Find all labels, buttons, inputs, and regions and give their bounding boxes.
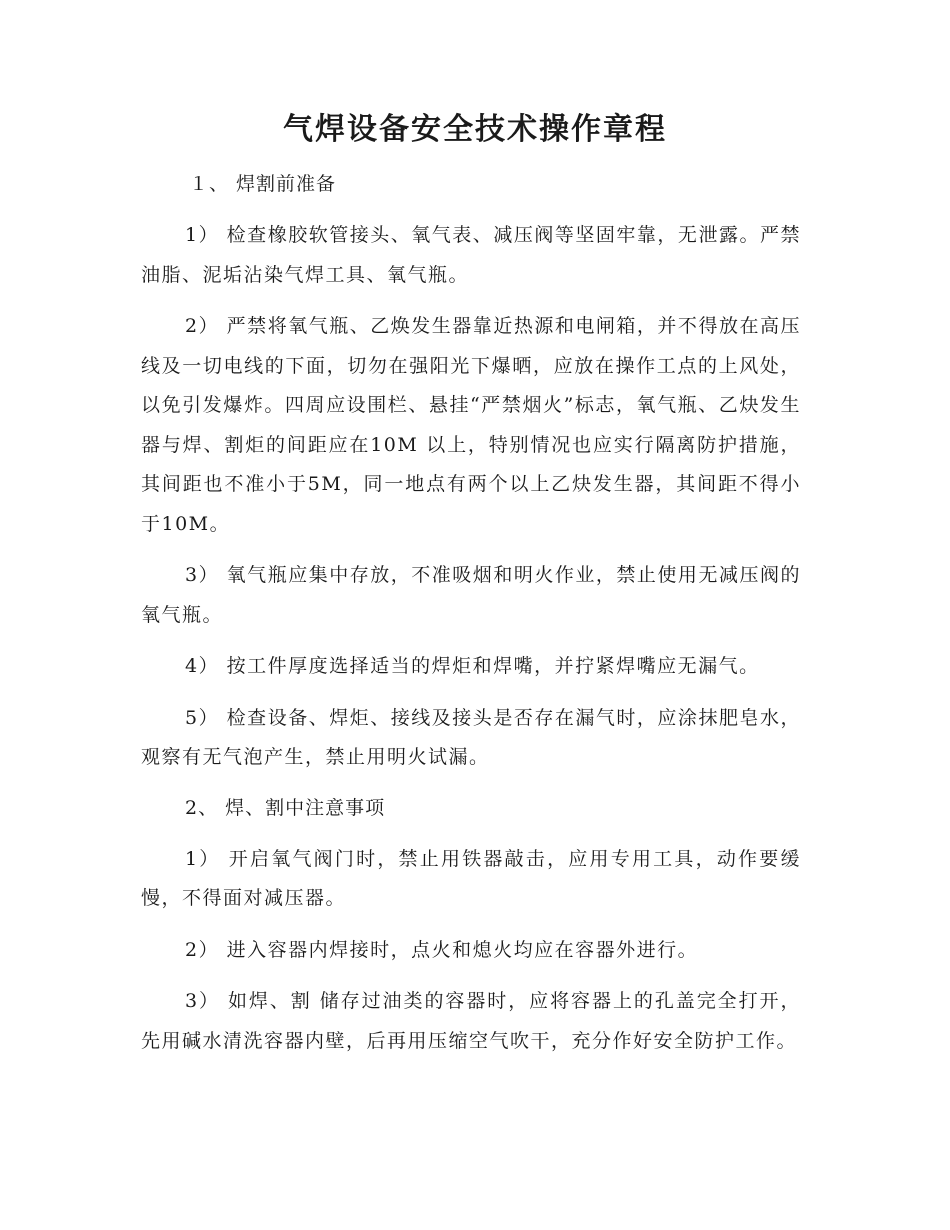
paragraph: 3） 氧气瓶应集中存放，不准吸烟和明火作业，禁止使用无减压阀的氧气瓶。	[141, 564, 801, 626]
paragraph: 1） 检查橡胶软管接头、氧气表、减压阀等坚固牢靠，无泄露。严禁油脂、泥垢沾染气焊工具、氧气瓶。	[141, 224, 801, 286]
section-heading-precautions: 2、 焊、割中注意事项	[185, 796, 386, 819]
section-heading-preparation: １、 焊割前准备	[189, 173, 337, 195]
paragraph: 4） 按工件厚度选择适当的焊炬和焊嘴，并拧紧焊嘴应无漏气。	[185, 655, 760, 677]
paragraph: 2） 严禁将氧气瓶、乙焕发生器靠近热源和电闸箱，并不得放在高压线及一切电线的下面，切勿在强阳光下爆晒，应放在操作工点的上风处，以免引发爆炸。四周应设围栏、悬挂“严禁烟火”标志，氧气瓶、乙炔发生器与焊、割炬的间距应在10M 以上，特别情况也应实行隔离防护措施，其间距也不准小于5M，同一地点有两个以上乙炔发生器，其间距不得小于10M。	[141, 315, 801, 535]
document-title: 气焊设备安全技术操作章程	[283, 112, 667, 147]
paragraph: 1） 开启氧气阀门时，禁止用铁器敲击，应用专用工具，动作要缓慢，不得面对减压器。	[141, 847, 801, 909]
paragraph: 2） 进入容器内焊接时，点火和熄火均应在容器外进行。	[185, 938, 699, 961]
paragraph: 5） 检查设备、焊炬、接线及接头是否存在漏气时，应涂抹肥皂水，观察有无气泡产生，禁止用明火试漏。	[141, 706, 801, 768]
document-body	[141, 166, 801, 1073]
paragraph: 3） 如焊、割 储存过油类的容器时，应将容器上的孔盖完全打开，先用碱水清洗容器内壁，后再用压缩空气吹干，充分作好安全防护工作。	[141, 990, 801, 1052]
